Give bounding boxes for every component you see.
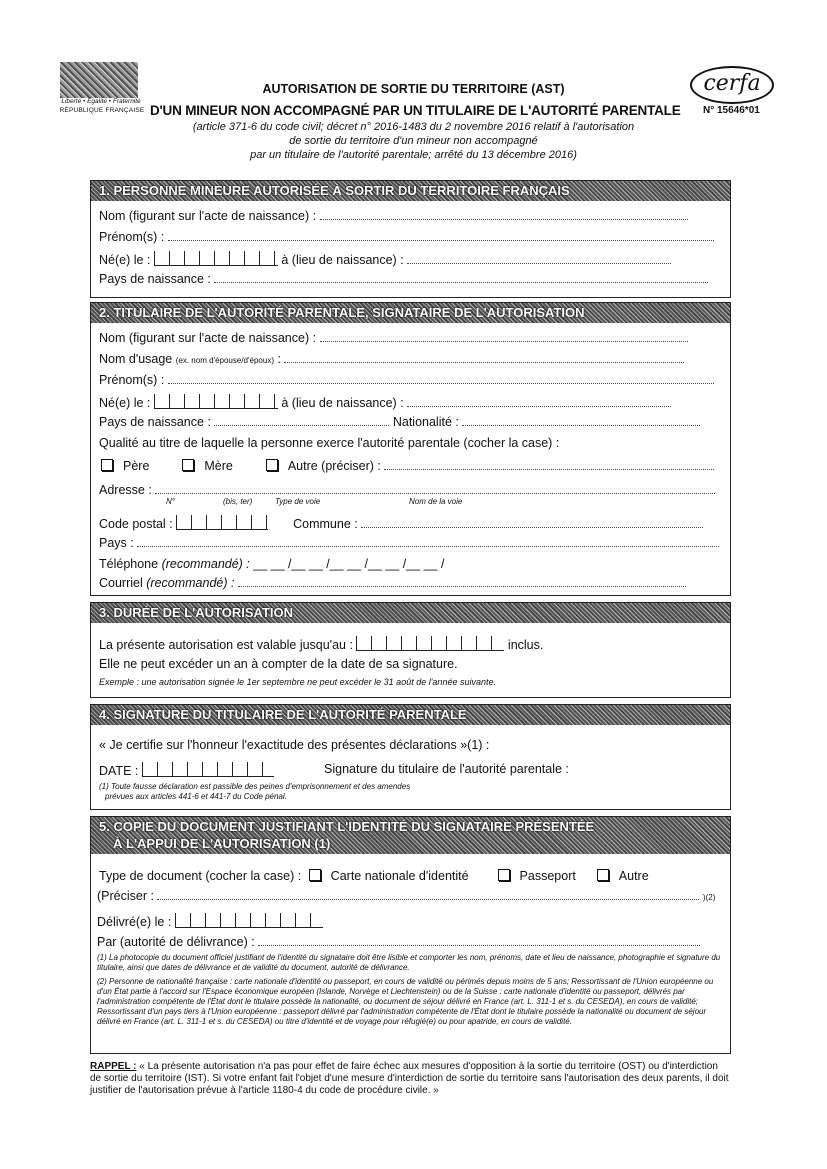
validite-label: La présente autorisation est valable jusqu'au :	[99, 638, 353, 652]
section-document	[90, 816, 731, 1054]
parent-ne-label: Né(e) le :	[99, 396, 151, 410]
pere-checkbox[interactable]	[101, 459, 113, 471]
cerfa-logo: cerfa	[690, 66, 774, 104]
legal-ref-line2: de sortie du territoire d'un mineur non accompagné	[289, 135, 538, 147]
minor-nom-row	[99, 209, 688, 223]
logo-motto: Liberté • Égalité • Fraternité	[61, 98, 141, 105]
parent-nom-label: Nom (figurant sur l'acte de naissance) :	[99, 331, 317, 345]
cerfa-number: N° 15646*01	[703, 105, 760, 116]
parent-nat-field[interactable]	[462, 415, 700, 426]
autre-field[interactable]	[384, 459, 714, 470]
section-3-header: 3. DURÉE DE L'AUTORISATION	[91, 603, 730, 623]
parent-naissance-row	[99, 394, 671, 410]
autre-doc-label: Autre	[618, 869, 649, 883]
commune-label: Commune :	[293, 517, 358, 531]
tel-rec: (recommandé) :	[161, 557, 250, 571]
courriel-field[interactable]	[238, 576, 686, 587]
form-title-line1: AUTORISATION DE SORTIE DU TERRITOIRE (AST)	[262, 82, 565, 96]
cni-label: Carte nationale d'identité	[330, 869, 469, 883]
minor-lieu-label: à (lieu de naissance) :	[281, 253, 404, 267]
section-minor	[90, 180, 731, 298]
cp-label: Code postal :	[99, 517, 173, 531]
type-doc-label: Type de document (cocher la case) :	[99, 869, 302, 883]
section-4-header: 4. SIGNATURE DU TITULAIRE DE L'AUTORITÉ PARENTALE	[91, 705, 730, 725]
parent-pays-label: Pays de naissance :	[99, 415, 211, 429]
parent-usage-hint: (ex. nom d'épouse/d'époux)	[175, 356, 274, 365]
exceed-text: Elle ne peut excéder un an à compter de la date de sa signature.	[99, 657, 458, 671]
passeport-label: Passeport	[519, 869, 576, 883]
inclus-label: inclus.	[507, 638, 544, 652]
autre-checkbox[interactable]	[266, 459, 278, 471]
rappel-text: « La présente autorisation n'a pas pour effet de faire échec aux mesures d'opposition à la sortie du territoire (OST) ou d'interdiction de sortie du territoire (IST). Si votre enfant fait l'objet d'une mesure d'interdiction de sortie du territoire sans l'autorisation des deux parents, il doit justifier de l'autorisation prévue à l'article 1180-4 du code de procédure civile. »	[90, 1061, 729, 1096]
signature-label[interactable]: Signature du titulaire de l'autorité parentale :	[324, 762, 569, 776]
cni-checkbox[interactable]	[309, 869, 321, 881]
tel-row	[99, 557, 444, 571]
parent-usage-row: Nom d'usage (ex. nom d'épouse/d'époux) :	[99, 352, 684, 366]
delivre-date-field[interactable]	[175, 913, 323, 928]
parent-pays-row	[99, 415, 700, 429]
parent-prenom-row	[99, 373, 714, 387]
parent-pays-field[interactable]	[214, 415, 389, 426]
parent-nom-row	[99, 331, 688, 345]
minor-naissance-row	[99, 251, 671, 267]
logo-republique: RÉPUBLIQUE FRANÇAISE	[59, 107, 145, 114]
parent-nom-field[interactable]	[320, 331, 688, 342]
adresse-field[interactable]	[155, 483, 715, 494]
adresse-row	[99, 483, 715, 497]
courriel-row	[99, 576, 686, 590]
tel-field[interactable]: __ __ /__ __ /__ __ /__ __ /__ __ /	[253, 557, 445, 571]
preciser-end: )(2)	[702, 893, 716, 902]
adresse-voie-hint: Nom de la voie	[409, 497, 463, 506]
legal-ref-line1: (article 371-6 du code civil; décret n° 2016-1483 du 2 novembre 2016 relatif à l'autorisation	[192, 121, 635, 133]
rappel-block	[90, 1061, 730, 1097]
section-5-header-line2: À L'APPUI DE L'AUTORISATION (1)	[113, 836, 331, 851]
pays2-field[interactable]	[137, 536, 719, 547]
date-row	[99, 762, 274, 778]
pere-label: Père	[123, 459, 150, 473]
minor-nom-field[interactable]	[320, 209, 688, 220]
section-2-header: 2. TITULAIRE DE L'AUTORITÉ PARENTALE, SIGNATAIRE DE L'AUTORISATION	[91, 303, 730, 323]
pays2-row	[99, 536, 719, 550]
delivre-label: Délivré(e) le :	[97, 915, 172, 929]
minor-pays-field[interactable]	[214, 272, 708, 283]
note-fausse-declaration-2: prévues aux articles 441-6 et 441-7 du Code pénal.	[105, 792, 287, 801]
note-nationalite: (2) Personne de nationalité française : carte nationale d'identité ou passeport, en cours de validité ou périmés depuis moins de 5 ans; Ressortissant de l'Union européenne ou d'un État partie à l'accord sur l'Espace économique européen (Islande, Norvège et Liechtenstein) ou de la Suisse : carte nationale d'identité ou passeport, délivrés par l'administration compétente de l'État dont le titulaire possède la nationalité, ou document de séjour délivré en France (art. L. 311-1 et s. du CESEDA), en cours de validité; Ressortissant d'un pays tiers à l'Union européenne : passeport délivré par l'administration compétente de l'État dont le titulaire possède la nationalité ou document de séjour délivré en France (art. L. 311-1 et s. du CESEDA) ou titre d'identité et de voyage pour réfugié(e) ou pour apatride, en cours de validité.	[97, 977, 714, 1026]
commune-field[interactable]	[361, 517, 703, 528]
cp-row	[99, 515, 703, 531]
courriel-label: Courriel	[99, 576, 143, 590]
signature-date-field[interactable]	[142, 762, 274, 777]
certif-text: « Je certifie sur l'honneur l'exactitude des présentes déclarations »(1) :	[99, 738, 490, 752]
parent-lieu-field[interactable]	[407, 396, 671, 407]
preciser-field[interactable]	[157, 889, 699, 900]
qualite-label: Qualité au titre de laquelle la personne exerce l'autorité parentale (cocher la case) :	[99, 436, 560, 450]
parent-prenom-field[interactable]	[168, 373, 714, 384]
section-1-header: 1. PERSONNE MINEURE AUTORISÉE À SORTIR DU TERRITOIRE FRANÇAIS	[91, 181, 730, 201]
section-5-header-line1: 5. COPIE DU DOCUMENT JUSTIFIANT L'IDENTITÉ DU SIGNATAIRE PRÉSENTÉE	[99, 819, 595, 834]
rappel-label: RAPPEL :	[90, 1061, 137, 1072]
adresse-bis-hint: (bis, ter)	[223, 497, 253, 506]
adresse-type-hint: Type de voie	[275, 497, 321, 506]
parent-prenom-label: Prénom(s) :	[99, 373, 165, 387]
parent-usage-field[interactable]	[284, 352, 684, 363]
delivre-row	[97, 913, 323, 929]
parent-lieu-label: à (lieu de naissance) :	[281, 396, 404, 410]
parent-nat-label: Nationalité :	[392, 415, 459, 429]
autre-doc-checkbox[interactable]	[597, 869, 609, 881]
courriel-rec: (recommandé) :	[146, 576, 235, 590]
par-label: Par (autorité de délivrance) :	[97, 935, 255, 949]
mere-checkbox[interactable]	[182, 459, 194, 471]
autre-label: Autre (préciser) :	[287, 459, 381, 473]
preciser-row	[97, 889, 715, 903]
validite-date-field[interactable]	[356, 636, 504, 651]
minor-nom-label: Nom (figurant sur l'acte de naissance) :	[99, 209, 317, 223]
pays2-label: Pays :	[99, 536, 134, 550]
minor-pays-row	[99, 272, 708, 286]
mere-label: Mère	[204, 459, 233, 473]
parent-usage-label: Nom d'usage	[99, 352, 173, 366]
minor-prenom-field[interactable]	[168, 230, 714, 241]
par-row	[97, 935, 700, 949]
parent-date-field[interactable]	[154, 394, 278, 409]
minor-prenom-label: Prénom(s) :	[99, 230, 165, 244]
legal-ref-line3: par un titulaire de l'autorité parentale; arrêté du 13 décembre 2016)	[250, 149, 577, 161]
passeport-checkbox[interactable]	[498, 869, 510, 881]
validite-row	[99, 636, 543, 652]
minor-date-field[interactable]	[154, 251, 278, 266]
form-title-line2: D'UN MINEUR NON ACCOMPAGNÉ PAR UN TITULAIRE DE L'AUTORITÉ PARENTALE	[150, 103, 681, 118]
minor-prenom-row	[99, 230, 714, 244]
section-signature	[90, 704, 731, 810]
type-doc-row	[99, 869, 649, 883]
section-parent	[90, 302, 731, 596]
date-label: DATE :	[99, 764, 139, 778]
section-duree	[90, 602, 731, 698]
section-5-header	[91, 817, 730, 854]
qualite-row	[101, 459, 714, 473]
adresse-no-hint: N°	[166, 497, 175, 506]
preciser-label: (Préciser :	[97, 889, 154, 903]
minor-lieu-field[interactable]	[407, 253, 671, 264]
par-field[interactable]	[258, 935, 700, 946]
tel-label: Téléphone	[99, 557, 159, 571]
cp-field[interactable]	[176, 515, 268, 530]
minor-ne-label: Né(e) le :	[99, 253, 151, 267]
exemple-text: Exemple : une autorisation signée le 1er septembre ne peut excéder le 31 août de l'année suivante.	[99, 677, 496, 687]
note-fausse-declaration-1: (1) Toute fausse déclaration est passible des peines d'emprisonnement et des amendes	[99, 782, 411, 791]
minor-pays-label: Pays de naissance :	[99, 272, 211, 286]
note-photocopie: (1) La photocopie du document officiel justifiant de l'identité du signataire doit être lisible et comporter les nom, prénoms, date et lieu de naissance, photographie et signature du titulaire, ainsi que dates de délivrance et de validité du document, autorité de délivrance.	[97, 953, 721, 972]
adresse-label: Adresse :	[99, 483, 152, 497]
